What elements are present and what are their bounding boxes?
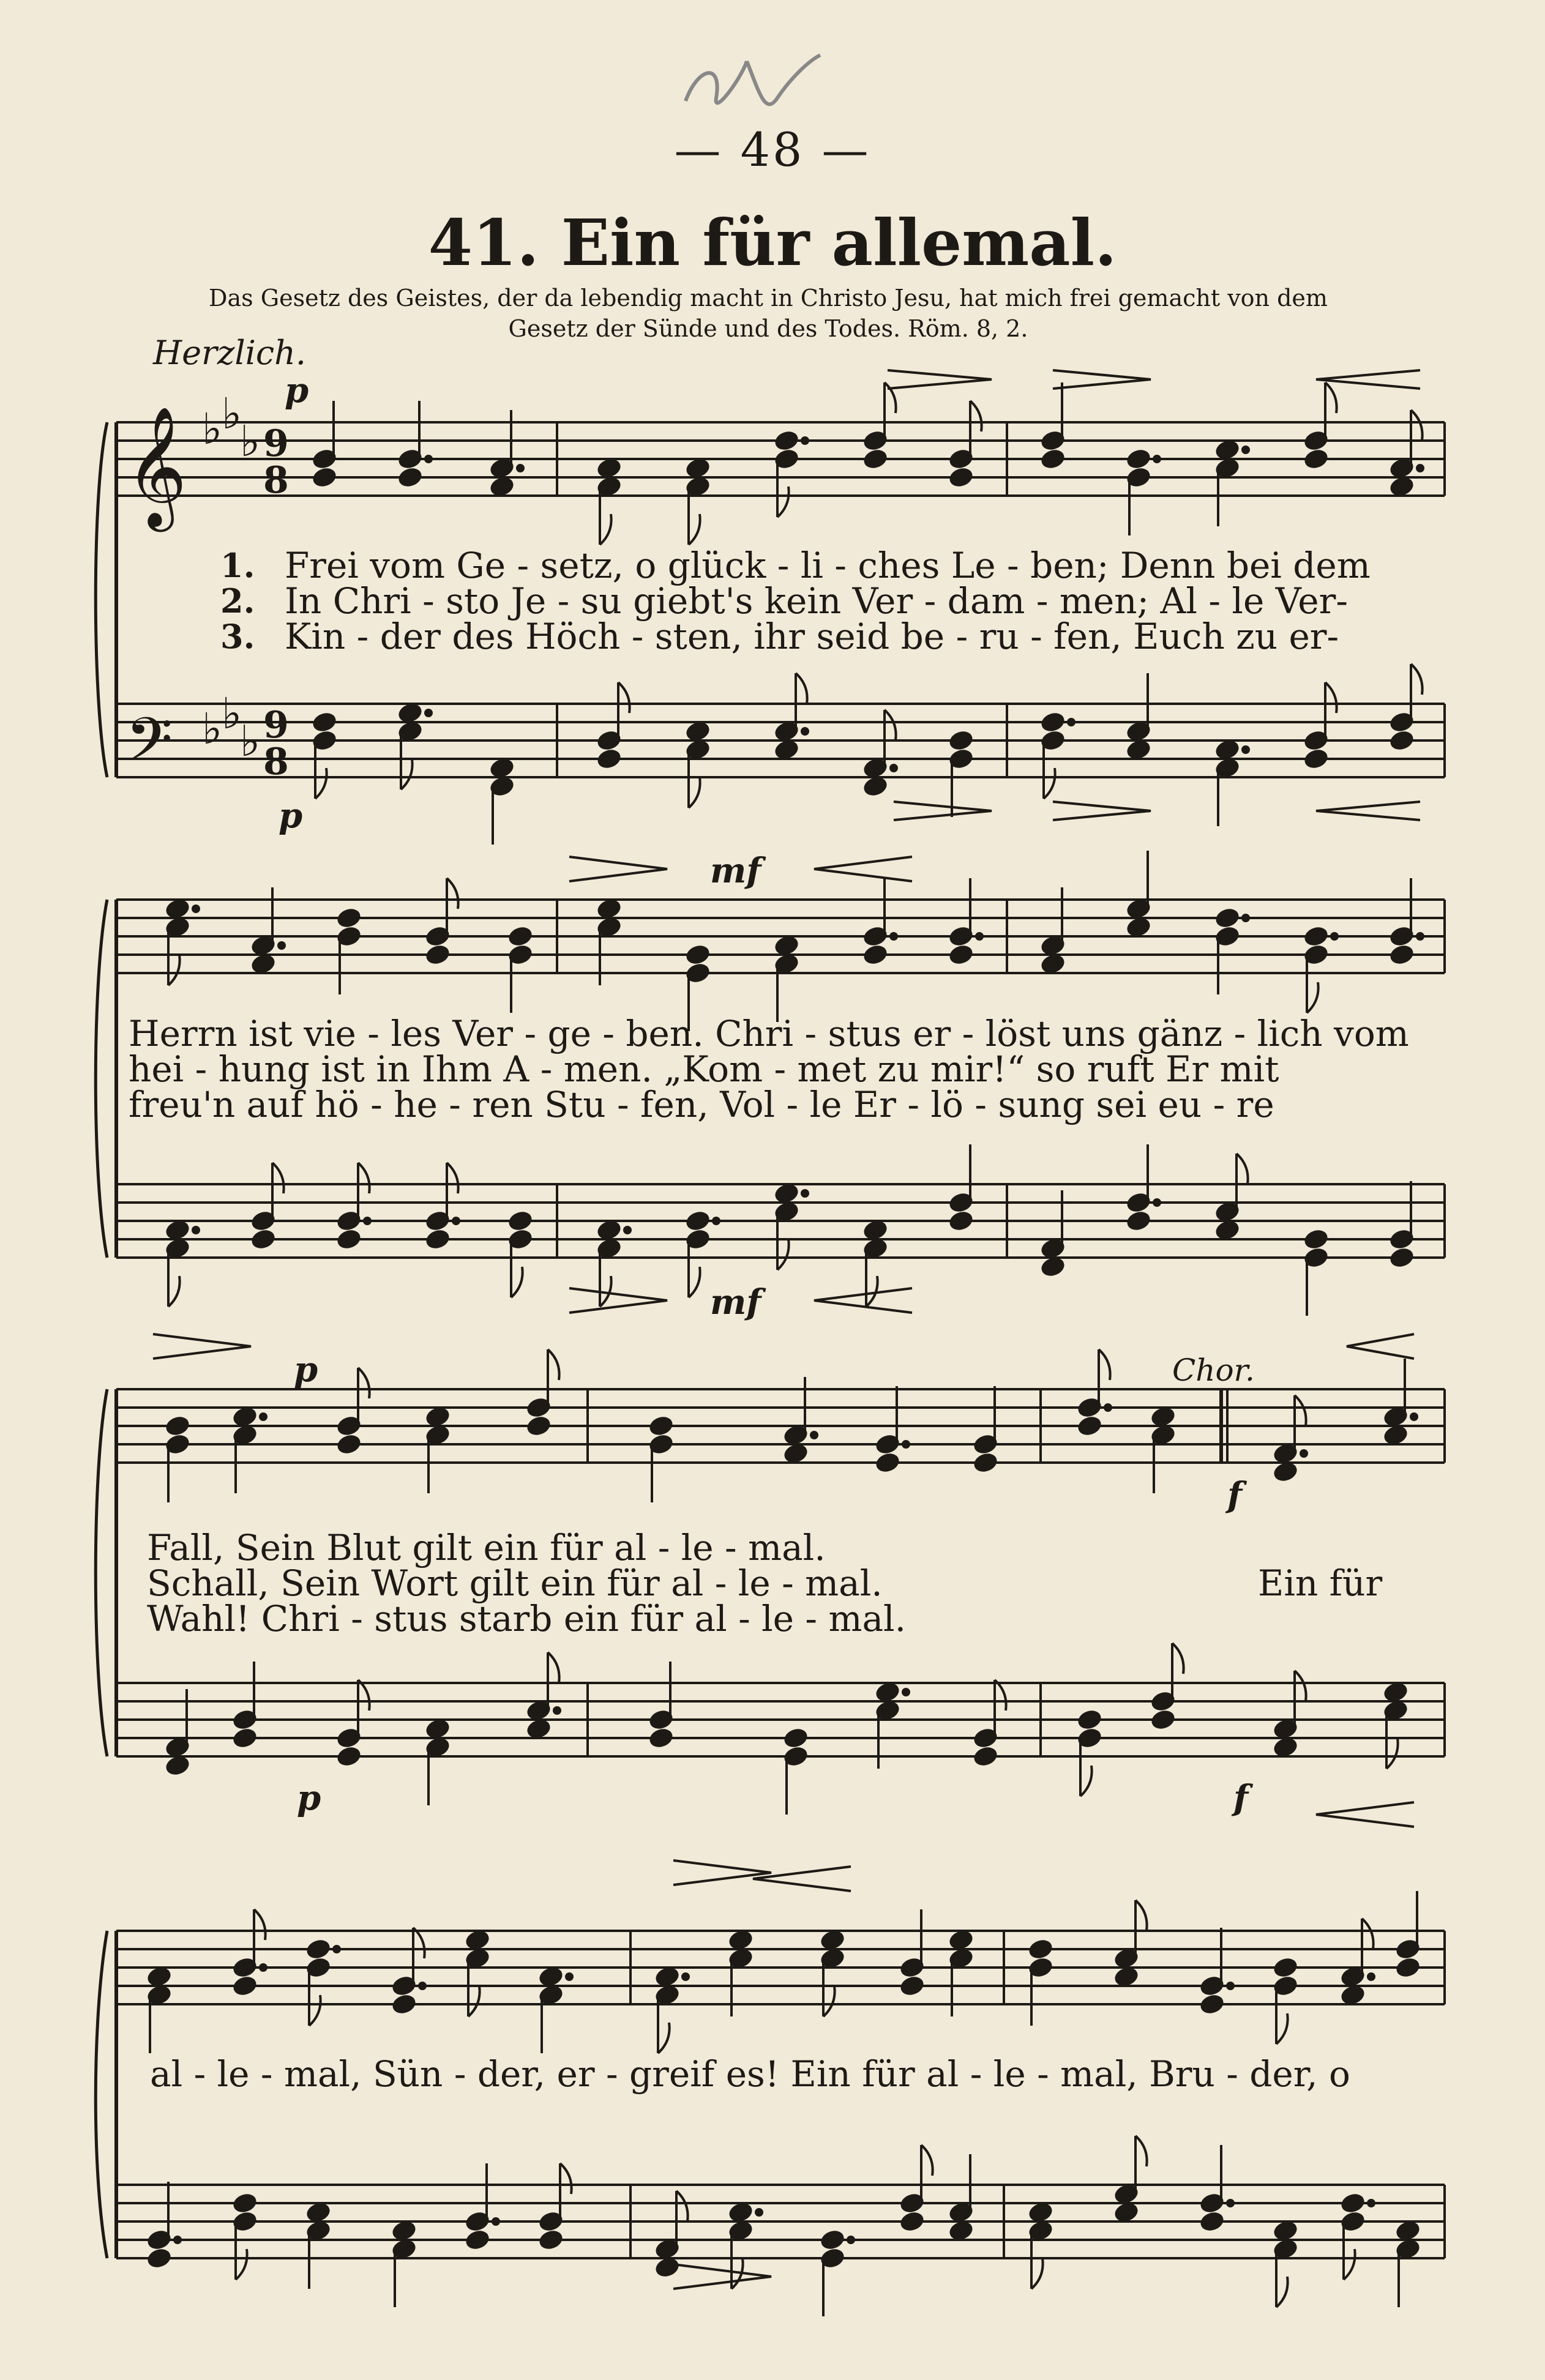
notehead [774,1183,799,1204]
notehead [784,1443,808,1464]
notehead [655,2257,679,2278]
note-flag [168,955,180,985]
dynamic-f-chorus-bass: f [1233,1778,1249,1818]
notehead [337,1229,361,1250]
augmentation-dot [1227,1983,1233,1989]
notehead [1273,1461,1298,1482]
note-flag [1236,1154,1248,1184]
augmentation-dot [425,710,432,716]
treble-clef-icon: 𝄞 [125,406,187,527]
notehead [233,1728,257,1748]
notehead [686,458,710,479]
augmentation-dot [453,1218,459,1224]
augmentation-dot [260,1414,266,1420]
chorus-label: Chor. [1172,1352,1255,1388]
notehead [597,898,621,919]
notehead [863,944,888,965]
notehead [1273,1737,1298,1758]
notehead [147,1966,171,1987]
note-flag [1362,1919,1374,1949]
notehead [1341,2193,1365,2214]
notehead [973,1746,998,1767]
notehead [649,1728,673,1748]
note-flag [885,710,896,740]
notehead [306,2202,331,2223]
dynamic-p-treble-1: p [285,370,309,411]
augmentation-dot [193,906,199,912]
notehead [728,1930,753,1950]
note-flag [1080,1766,1092,1796]
notehead [820,2229,845,2250]
note-flag [1031,2258,1043,2289]
note-flag [447,1163,458,1193]
notehead [1114,1966,1139,1987]
notehead [398,467,422,488]
svg-text:♭: ♭ [202,404,223,454]
note-flag [358,1163,370,1193]
notehead [949,1211,973,1231]
notehead [875,1452,900,1473]
notehead [539,2229,563,2250]
notehead [1304,748,1328,769]
notehead [306,1939,331,1960]
dynamic-p-bass-3: p [297,1778,321,1818]
notehead [1396,1957,1420,1978]
dynamic-mf-treble-2: mf [710,851,761,891]
notehead [1215,1220,1240,1240]
notehead [1341,1985,1365,2005]
notehead [1396,2220,1420,2241]
note-flag [548,1652,559,1683]
note-flag [468,1986,480,2016]
notehead [597,1220,621,1240]
augmentation-dot [976,933,982,939]
epigraph-line-2: Gesetz der Sünde und des Todes. Röm. 8, 2. [508,315,1028,342]
notehead [539,1966,563,1987]
notehead [774,935,799,956]
notehead [508,926,533,947]
svg-text:8: 8 [263,459,289,502]
note-flag [511,1267,523,1297]
augmentation-dot [334,1946,340,1952]
notehead [1200,2211,1224,2232]
notehead [1041,953,1065,974]
notehead [973,1452,998,1473]
augmentation-dot [1154,456,1160,462]
notehead [1041,712,1065,733]
note-flag [1172,1643,1184,1674]
augmentation-dot [1331,933,1337,939]
notehead [949,2220,973,2241]
augmentation-dot [683,1974,689,1980]
notehead [147,2248,171,2269]
notehead [465,2229,490,2250]
svg-text:♭: ♭ [240,416,261,466]
system3-lyric-verse1: Fall, Sein Blut gilt ein für al - le - mal. [147,1527,826,1569]
epigraph-line-1: Das Gesetz des Geistes, der da lebendig macht in Christo Jesu, hat mich frei gemacht von dem [209,285,1328,311]
notehead [425,1229,450,1250]
note-flag [658,2023,670,2053]
augmentation-dot [517,465,523,471]
augmentation-dot [1368,2200,1374,2206]
note-flag [823,1986,835,2016]
augmentation-dot [364,1218,370,1224]
notehead [774,430,799,451]
note-flag [689,514,700,545]
note-flag [1135,2136,1147,2166]
note-flag [777,487,789,517]
notehead [1126,1211,1151,1231]
dynamic-mf-bass-2: mf [710,1282,761,1322]
note-flag [618,682,630,713]
notehead [686,721,710,742]
notehead [1215,908,1240,928]
notehead [1390,944,1414,965]
notehead [900,2211,924,2232]
svg-text:♭: ♭ [202,704,223,754]
notehead [1390,730,1414,751]
augmentation-dot [802,438,808,444]
notehead [425,1718,450,1739]
system1-lyric-verse1: Frei vom Ge - setz, o glück - li - ches Le - ben; Denn bei dem [285,545,1371,586]
notehead [1028,2202,1053,2223]
notehead [1077,1416,1102,1436]
augmentation-dot [566,1974,572,1980]
dynamic-f-chorus-treble: f [1227,1475,1243,1515]
notehead [165,898,190,919]
note-flag [447,878,458,909]
note-flag [1386,1738,1398,1769]
augmentation-dot [1243,915,1249,921]
augmentation-dot [1243,747,1249,753]
notehead [1114,2202,1139,2223]
notehead [655,1966,679,1987]
note-flag [548,1349,559,1380]
note-flag [272,1163,284,1193]
notehead [875,1682,900,1703]
notehead [165,1755,190,1776]
svg-text:♭: ♭ [222,389,242,439]
system3-bass-staff [116,1683,1445,1756]
notehead [233,1975,257,1996]
note-flag [1325,382,1337,413]
augmentation-dot [903,1689,909,1695]
note-flag [1276,2013,1288,2044]
notehead [398,703,422,723]
svg-text:9: 9 [263,422,289,465]
system1-verse-numbers [220,548,255,654]
notehead [233,2193,257,2214]
note-flag [970,401,982,431]
note-flag [1411,664,1423,695]
notehead [1383,1425,1408,1446]
notehead [1273,1957,1298,1978]
notehead [1126,449,1151,469]
system3-lyric-verse3: Wahl! Chri - stus starb ein für al - le - mal. [147,1598,907,1640]
notehead [597,458,621,479]
notehead [1273,2220,1298,2241]
augmentation-dot [1068,719,1074,725]
notehead [1126,739,1151,760]
system3-treble-staff [116,1389,1445,1463]
augmentation-dot [425,456,432,462]
note-flag [1135,1900,1147,1931]
note-flag [401,759,413,789]
notehead [1077,1709,1102,1730]
notehead [312,467,337,488]
notehead [1200,1994,1224,2015]
note-flag [315,768,327,799]
verse-number-3: 3. [220,617,255,656]
chorus-start-text: Ein für [1258,1562,1383,1604]
augmentation-dot [1227,2200,1233,2206]
notehead [863,776,888,797]
note-flag [1344,2249,1355,2280]
notehead [526,1718,551,1739]
note-flag [777,1239,789,1270]
augmentation-dot [493,2218,499,2225]
notehead [251,1229,275,1250]
note-flag [254,1909,266,1940]
notehead [649,1416,673,1436]
notehead [337,1434,361,1455]
system2-lyric-verse1: Herrn ist vie - les Ver - ge - ben. Chri - stus er - löst uns gänz - lich vom [129,1013,1409,1054]
notehead [1383,1682,1408,1703]
notehead [1215,739,1240,760]
notehead [774,739,799,760]
augmentation-dot [891,765,897,771]
note-flag [1325,682,1337,713]
system4-bass-staff [116,2185,1445,2258]
augmentation-dot [802,728,808,734]
verse-number-2: 2. [220,581,255,621]
notehead [490,758,514,778]
notehead [1215,439,1240,460]
note-flag [689,777,700,808]
augmentation-dot [903,1441,909,1447]
notehead [251,953,275,974]
notehead [1151,1406,1175,1427]
augmentation-dot [756,2209,762,2215]
augmentation-dot [802,1190,808,1196]
augmentation-dot [1368,1974,1374,1980]
notehead [392,1994,416,2015]
svg-text:8: 8 [263,740,289,783]
svg-text:♭: ♭ [240,716,261,766]
note-flag [1099,1349,1110,1380]
notehead [820,1930,845,1950]
note-flag [921,2145,933,2176]
augmentation-dot [1301,1450,1307,1457]
note-flag [676,2191,688,2221]
note-flag [309,1995,321,2026]
augmentation-dot [419,1983,425,1989]
notehead [728,2202,753,2223]
note-flag [1295,1395,1306,1426]
tempo-marking: Herzlich. [153,334,307,372]
notehead [1126,917,1151,938]
note-flag [796,673,807,704]
notehead [425,1406,450,1427]
augmentation-dot [1411,1414,1417,1420]
notehead [465,1930,490,1950]
note-flag [1044,768,1055,799]
notehead [392,2220,416,2241]
augmentation-dot [554,1707,560,1714]
notehead [949,467,973,488]
notehead [1304,1229,1328,1250]
system2-lyric-verse3: freu'n auf hö - he - ren Stu - fen, Vol - le Er - lö - sung sei eu - re [129,1084,1274,1125]
dynamic-p-treble-3: p [294,1349,318,1390]
notehead [1390,1247,1414,1268]
note-flag [1307,982,1319,1013]
notehead [1390,476,1414,497]
notehead [949,1930,973,1950]
note-flag [236,2249,247,2280]
notehead [1151,1709,1175,1730]
hymn-title: 41. Ein für allemal. [428,205,1117,280]
notehead [1028,1939,1053,1960]
notehead [312,712,337,733]
system2-lyric-verse2: hei - hung ist in Ihm A - men. „Kom - met zu mir!“ so ruft Er mit [129,1048,1279,1090]
dynamic-p-bass-1: p [279,796,303,836]
augmentation-dot [279,942,285,949]
augmentation-dot [848,2237,854,2243]
notehead [233,1406,257,1427]
notehead [337,1746,361,1767]
notehead [686,1211,710,1231]
notehead [784,1728,808,1748]
bass-clef-icon: 𝄢 [125,705,173,790]
notehead [863,449,888,469]
notehead [949,944,973,965]
notehead [490,476,514,497]
notehead [425,944,450,965]
note-flag [1411,410,1423,441]
augmentation-dot [174,2237,181,2243]
augmentation-dot [1243,447,1249,453]
verse-number-1: 1. [220,546,255,585]
note-flag [600,514,612,545]
note-flag [866,1276,878,1307]
augmentation-dot [713,1218,719,1224]
notehead [165,1416,190,1436]
svg-text:♭: ♭ [222,688,242,739]
system1-lyric-verse2: In Chri - sto Je - su giebt's kein Ver - dam - men; Al - le Ver- [285,580,1348,622]
page-number: — 48 — [674,122,871,177]
note-flag [689,1267,700,1297]
notehead [165,1220,190,1240]
system3-lyric-verse2: Schall, Sein Wort gilt ein für al - le - mal. [147,1562,883,1604]
augmentation-dot [624,1227,630,1233]
notehead [1304,926,1328,947]
note-flag [168,1276,180,1307]
notehead [900,1975,924,1996]
notehead [863,1220,888,1240]
notehead [949,730,973,751]
note-flag [1276,2277,1288,2307]
notehead [597,748,621,769]
note-flag [413,1928,425,1958]
augmentation-dot [891,933,897,939]
notehead [686,944,710,965]
note-flag [358,1680,370,1710]
notehead [508,1211,533,1231]
augmentation-dot [1105,1404,1111,1411]
note-flag [560,2163,572,2194]
augmentation-dot [260,1964,266,1971]
system4-lyric-chorus: al - le - mal, Sün - der, er - greif es! Ein für al - le - mal, Bru - der, o [150,2053,1350,2095]
notehead [1304,449,1328,469]
augmentation-dot [811,1432,817,1438]
augmentation-dot [1417,465,1423,471]
svg-text:9: 9 [263,704,289,747]
augmentation-dot [1154,1199,1160,1206]
notehead [337,908,361,928]
notehead [1041,1256,1065,1277]
notehead [526,1416,551,1436]
notehead [1041,449,1065,469]
augmentation-dot [193,1227,199,1233]
note-flag [358,1368,370,1398]
system1-lyric-verse3: Kin - der des Höch - sten, ihr seid be - ru - fen, Euch zu er- [285,616,1339,657]
note-flag [995,1680,1006,1710]
note-flag [1295,1671,1306,1701]
augmentation-dot [1417,933,1423,939]
